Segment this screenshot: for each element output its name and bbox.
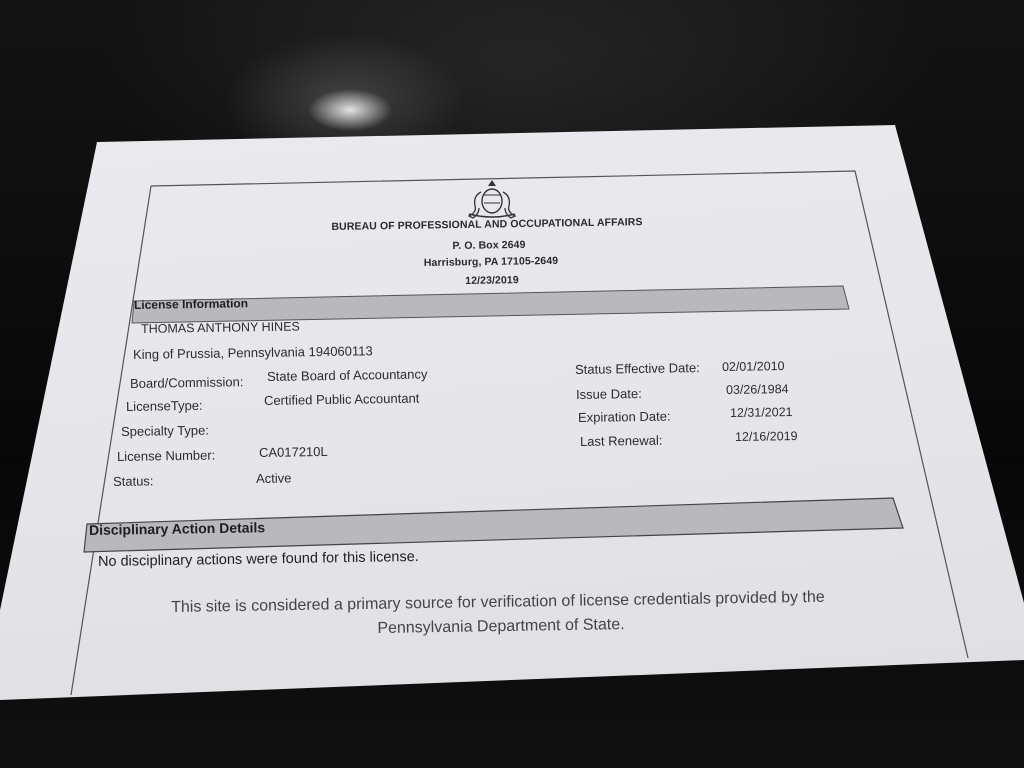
frame-border-left xyxy=(71,186,151,695)
license-info-title: License Information xyxy=(133,296,249,312)
value-expiration-date: 12/31/2021 xyxy=(729,405,793,420)
label-expiration-date: Expiration Date: xyxy=(577,408,671,425)
document-date: 12/23/2019 xyxy=(465,274,519,287)
city-state-zip: Harrisburg, PA 17105-2649 xyxy=(423,254,559,269)
value-status: Active xyxy=(255,470,292,486)
label-issue-date: Issue Date: xyxy=(575,385,642,402)
disciplinary-message: No disciplinary actions were found for this license. xyxy=(97,548,419,570)
label-license-number: License Number: xyxy=(116,447,216,464)
value-status-effective-date: 02/01/2010 xyxy=(721,359,785,374)
label-board: Board/Commission: xyxy=(129,374,244,391)
value-issue-date: 03/26/1984 xyxy=(725,382,789,397)
pennsylvania-seal-icon xyxy=(457,178,527,220)
licensee-name: THOMAS ANTHONY HINES xyxy=(140,319,300,336)
licensee-location: King of Prussia, Pennsylvania 194060113 xyxy=(132,343,373,362)
value-board: State Board of Accountancy xyxy=(266,366,428,384)
label-last-renewal: Last Renewal: xyxy=(579,432,663,449)
label-specialty-type: Specialty Type: xyxy=(120,422,210,439)
disciplinary-title: Disciplinary Action Details xyxy=(88,519,266,538)
footer-line-2: Pennsylvania Department of State. xyxy=(377,616,625,637)
label-status-effective-date: Status Effective Date: xyxy=(574,360,700,377)
label-license-type: LicenseType: xyxy=(125,397,203,414)
po-box: P. O. Box 2649 xyxy=(452,238,526,252)
bureau-name: BUREAU OF PROFESSIONAL AND OCCUPATIONAL AFFAIRS xyxy=(331,216,643,233)
label-status: Status: xyxy=(112,473,154,489)
value-license-number: CA017210L xyxy=(258,443,328,460)
frame-border-right xyxy=(151,171,968,658)
footer-line-1: This site is considered a primary source for verification of license credentials provided by the xyxy=(171,588,825,616)
value-license-type: Certified Public Accountant xyxy=(263,390,420,408)
value-last-renewal: 12/16/2019 xyxy=(734,429,798,444)
